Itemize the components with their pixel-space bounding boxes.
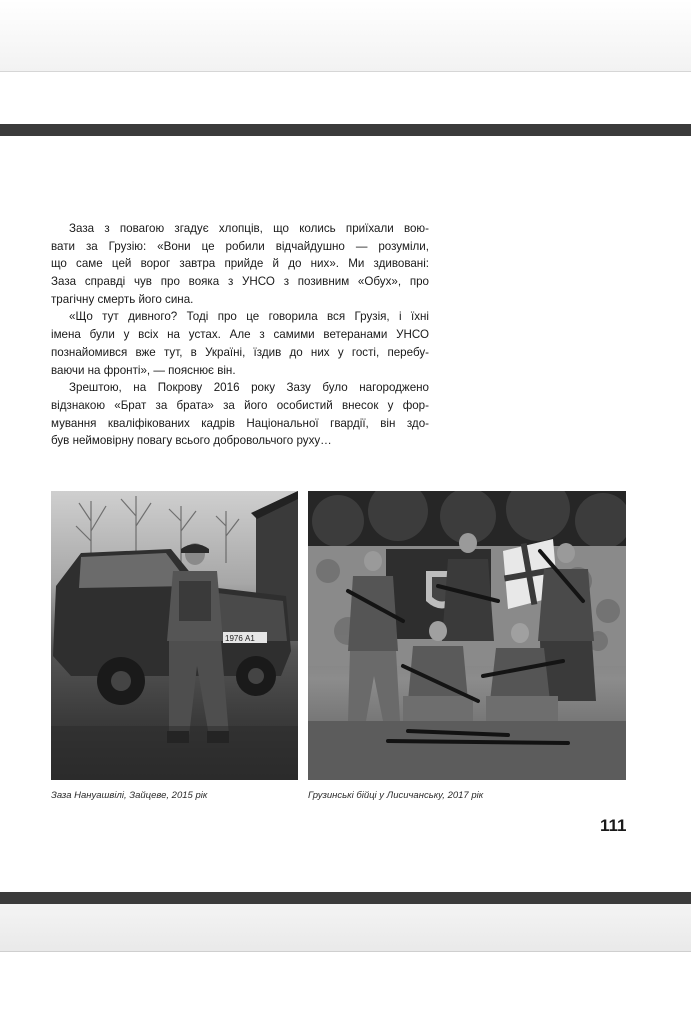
body-text [51,220,429,450]
license-plate-text: 1976 А1 [225,634,255,643]
text-line: познайомився вже тут, в Україні, їздив до них у гості, перебу- [51,345,429,359]
photo-soldier-with-truck [51,491,298,780]
next-page-strip [0,904,691,952]
divider [0,951,691,952]
text-line: трагічну смерть його сина. [51,292,194,306]
text-line: мування кваліфікованих кадрів Національної гвардії, він здо- [51,416,429,430]
text-line: Заза з повагою згадує хлопців, що колись приїхали вою- [69,222,429,235]
frame-bottom-border [0,892,691,904]
frame-top-border [0,124,691,136]
photo-caption-left: Заза Нануашвілі, Зайцеве, 2015 рік [51,790,208,801]
text-line: ваючи на фронті», — пояснює він. [51,363,236,377]
page-number: 111 [600,816,627,835]
text-line: Заза справді чув про вояка з УНСО з позивним «Обух», про [51,275,429,289]
text-line: відзнакою «Брат за брата» за його особистий внесок у фор- [51,398,429,412]
text-line: імена були у всіх на устах. Але з самими ветеранами УНСО [51,328,429,342]
photo-caption-right: Грузинські бійці у Лисичанську, 2017 рік [308,790,484,801]
text-line: що саме цей ворог завтра прийде й до них». Ми здивовані: [51,257,429,271]
divider [0,71,691,72]
text-line: був неймовірну повагу всього добровольчого руху… [51,434,332,448]
photo-fighters-group [308,491,626,780]
text-line: Зрештою, на Покрову 2016 року Зазу було нагороджено [69,381,429,395]
previous-page-strip [0,0,691,72]
text-line: вати за Грузію: «Вони це робили відчайдушно — розуміли, [51,239,429,253]
text-line: «Що тут дивного? Тоді про це говорила вся Грузія, і їхні [69,310,429,324]
